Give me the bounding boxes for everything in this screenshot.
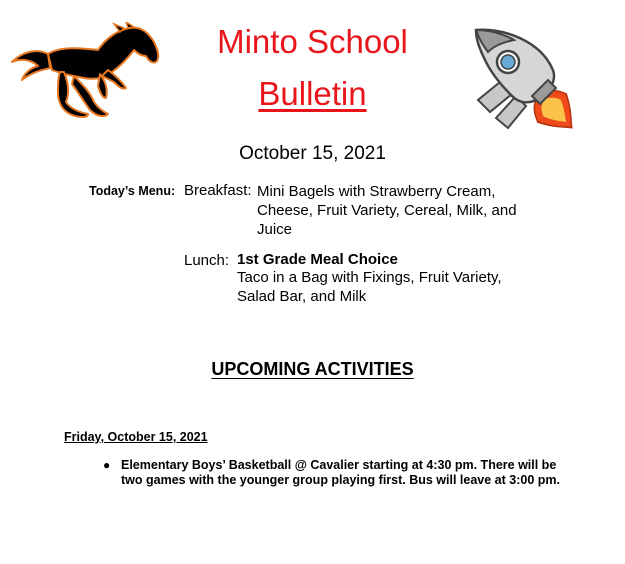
todays-menu-label: Today’s Menu:: [89, 184, 176, 198]
breakfast-label: Breakfast:: [184, 182, 252, 199]
bulletin-title: Bulletin: [258, 75, 367, 112]
lunch-meal-choice: 1st Grade Meal Choice: [237, 251, 398, 268]
bulletin-title-school: Minto School: [217, 23, 408, 60]
upcoming-activities-heading: UPCOMING ACTIVITIES: [211, 359, 414, 379]
activity-item: Elementary Boys’ Basketball @ Cavalier starting at 4:30 pm. There will be two games with the younger group playing first. Bus will leave at 3:00 pm.: [121, 458, 560, 487]
lunch-menu-text: Taco in a Bag with Fixings, Fruit Variety, Salad Bar, and Milk: [237, 269, 502, 305]
activity-day-heading: Friday, October 15, 2021: [64, 430, 208, 444]
bullet-icon: ●: [103, 458, 111, 472]
lunch-label: Lunch:: [184, 252, 230, 269]
bulletin-date: October 15, 2021: [239, 143, 386, 164]
breakfast-menu-text: Mini Bagels with Strawberry Cream, Cheese, Fruit Variety, Cereal, Milk, and Juice: [257, 183, 517, 238]
